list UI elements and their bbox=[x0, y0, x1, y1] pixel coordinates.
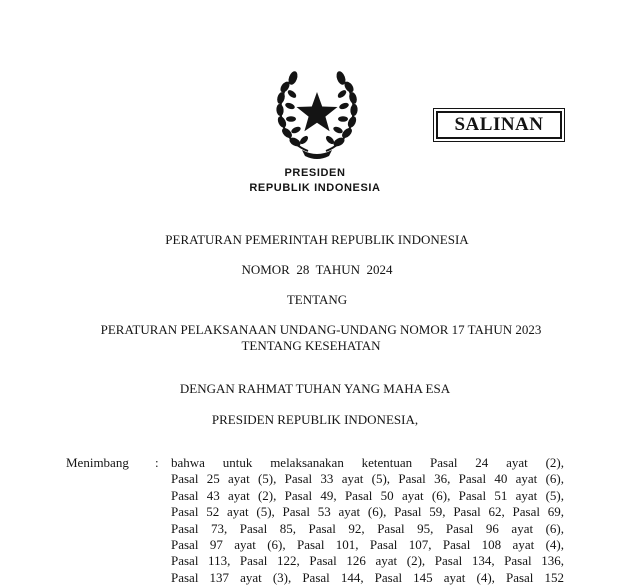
about-label: TENTANG bbox=[286, 292, 348, 307]
subject-line-2: TENTANG KESEHATAN bbox=[241, 338, 381, 353]
presidential-seal-icon bbox=[272, 68, 362, 160]
considering-colon: : bbox=[155, 455, 159, 470]
considering-line: Pasal 137 ayat (3), Pasal 144, Pasal 145 ayat (4), Pasal 152 bbox=[171, 569, 564, 585]
considering-line: Pasal 113, Pasal 122, Pasal 126 ayat (2), Pasal 134, Pasal 136, bbox=[171, 553, 564, 569]
issuer-line-1: PRESIDEN bbox=[284, 167, 346, 179]
issuer-block bbox=[230, 166, 400, 196]
president-clause: PRESIDEN REPUBLIK INDONESIA, bbox=[211, 412, 419, 427]
considering-line: bahwa untuk melaksanakan ketentuan Pasal 24 ayat (2), bbox=[171, 455, 564, 470]
stamp-label: SALINAN bbox=[436, 111, 562, 139]
salinan-stamp bbox=[433, 108, 565, 142]
regulation-title: PERATURAN PEMERINTAH REPUBLIK INDONESIA bbox=[165, 232, 469, 247]
considering-line: Pasal 43 ayat (2), Pasal 49, Pasal 50 ayat (6), Pasal 51 ayat (5), bbox=[171, 487, 564, 503]
considering-line: Pasal 52 ayat (5), Pasal 53 ayat (6), Pasal 59, Pasal 62, Pasal 69, bbox=[171, 504, 564, 520]
considering-label: Menimbang bbox=[66, 455, 129, 470]
subject-line-1: PERATURAN PELAKSANAAN UNDANG-UNDANG NOMOR 17 TAHUN 2023 bbox=[100, 322, 542, 337]
issuer-line-2: REPUBLIK INDONESIA bbox=[249, 182, 381, 194]
considering-line: Pasal 25 ayat (5), Pasal 33 ayat (5), Pasal 36, Pasal 40 ayat (6), bbox=[171, 471, 564, 487]
considering-line: Pasal 97 ayat (6), Pasal 101, Pasal 107, Pasal 108 ayat (4), bbox=[171, 536, 564, 552]
considering-text bbox=[171, 455, 564, 586]
grace-clause: DENGAN RAHMAT TUHAN YANG MAHA ESA bbox=[179, 381, 451, 396]
considering-line: Pasal 73, Pasal 85, Pasal 92, Pasal 95, Pasal 96 ayat (6), bbox=[171, 520, 564, 536]
regulation-number: NOMOR 28 TAHUN 2024 bbox=[241, 262, 393, 277]
